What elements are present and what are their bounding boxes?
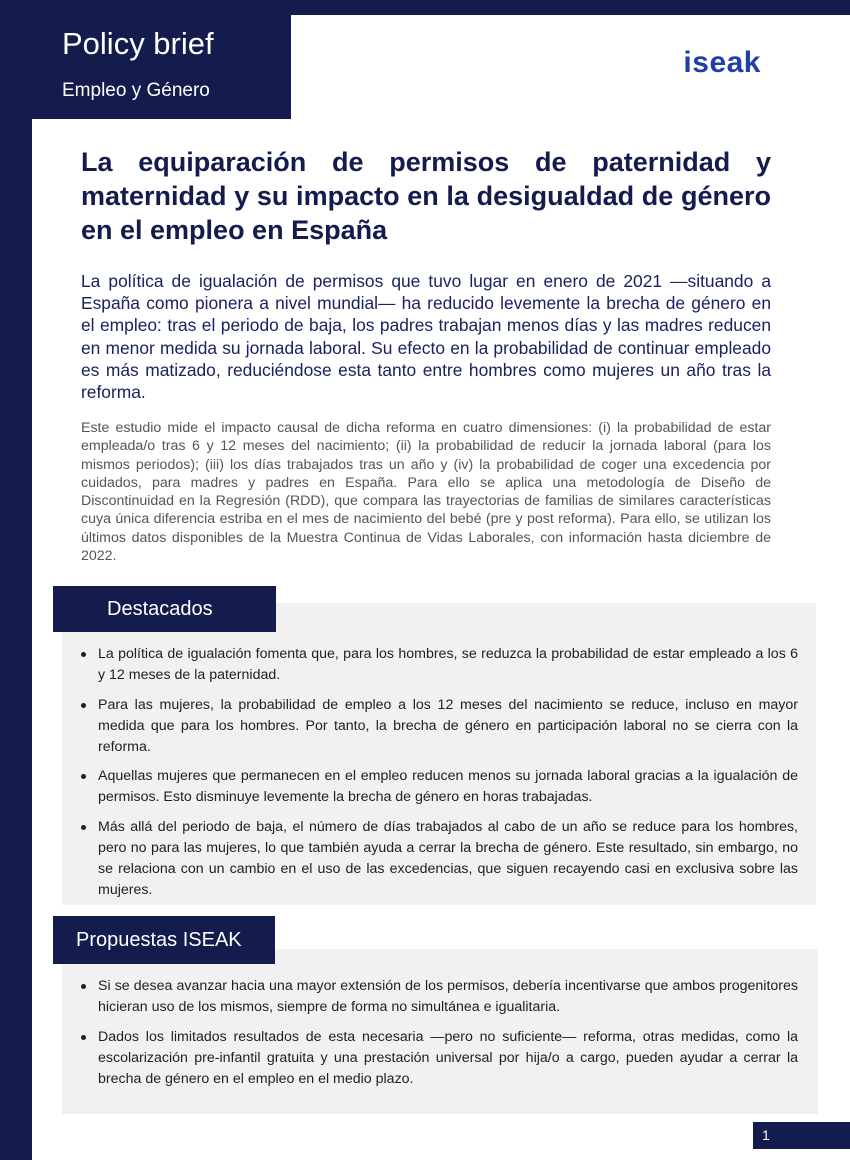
body-paragraph: Este estudio mide el impacto causal de dicha reforma en cuatro dimensiones: (i) la probabilidad de estar empleada/o tras 6 y 12 meses del nacimiento; (ii) la probabilidad de reducir la jornada laboral (para los mismos periodos); (iii) los días trabajados tras un año y (iv) la probabilidad de coger una excedencia por cuidados, para madres y padres en España. Para ello se aplica una metodología de Diseño de Discontinuidad en la Regresión (RDD), que compara las trayectorias de familias de similares características cuya única diferencia estriba en el mes de nacimiento del bebé (pre y post reforma). Para ello, se utilizan los últimos datos disponibles de la Muestra Continua de Vidas Laborales, con información hasta diciembre de 2022. (81, 420, 771, 565)
document-title: La equiparación de permisos de paternidad y maternidad y su impacto en la desigualdad de género en el empleo en España (81, 147, 771, 245)
list-item: Si se desea avanzar hacia una mayor extensión de los permisos, debería incentivarse que ambos progenitores hicieran uso de los mismos, siempre de forma no simultánea e igualitaria. (98, 976, 798, 1018)
top-accent-bar (0, 0, 850, 15)
page-number: 1 (753, 1122, 850, 1149)
destacados-heading: Destacados (53, 586, 276, 632)
doc-type-label: Policy brief (62, 26, 214, 61)
list-item: Aquellas mujeres que permanecen en el empleo reducen menos su jornada laboral gracias a la igualación de permisos. Esto disminuye levemente la brecha de género en horas trabajadas. (98, 766, 798, 808)
propuestas-heading: Propuestas ISEAK (53, 916, 275, 964)
list-item: Más allá del periodo de baja, el número de días trabajados al cabo de un año se reduce para los hombres, pero no para las mujeres, lo que también ayuda a cerrar la brecha de género. Este resultado, sin embargo, no se relaciona con un cambio en el uso de las excedencias, que siguen recayendo casi en exclusiva sobre las mujeres. (98, 817, 798, 901)
left-accent-bar (0, 0, 32, 1160)
list-item: Para las mujeres, la probabilidad de empleo a los 12 meses del nacimiento se reduce, incluso en mayor medida que para los hombres. Por tanto, la brecha de género en participación laboral no se cierra con la reforma. (98, 695, 798, 758)
propuestas-list (98, 976, 798, 1098)
lead-paragraph: La política de igualación de permisos que tuvo lugar en enero de 2021 —situando a España como pionera a nivel mundial— ha reducido levemente la brecha de género en el empleo: tras el periodo de baja, los padres trabajan menos días y las madres reducen en menor medida su jornada laboral. Su efecto en la probabilidad de continuar empleado es más matizado, reduciéndose esta tanto entre hombres como mujeres un año tras la reforma. (81, 271, 771, 403)
iseak-logo: iseak (683, 46, 761, 79)
list-item: Dados los limitados resultados de esta necesaria —pero no suficiente— reforma, otras medidas, como la escolarización pre-infantil gratuita y una prestación universal por hija/o a cargo, pueden ayudar a cerrar la brecha de género en el empleo en el medio plazo. (98, 1027, 798, 1090)
category-label: Empleo y Género (62, 80, 210, 101)
destacados-list (98, 644, 798, 909)
policy-brief-header (32, 15, 291, 119)
list-item: La política de igualación fomenta que, para los hombres, se reduzca la probabilidad de estar empleado a los 6 y 12 meses de la paternidad. (98, 644, 798, 686)
